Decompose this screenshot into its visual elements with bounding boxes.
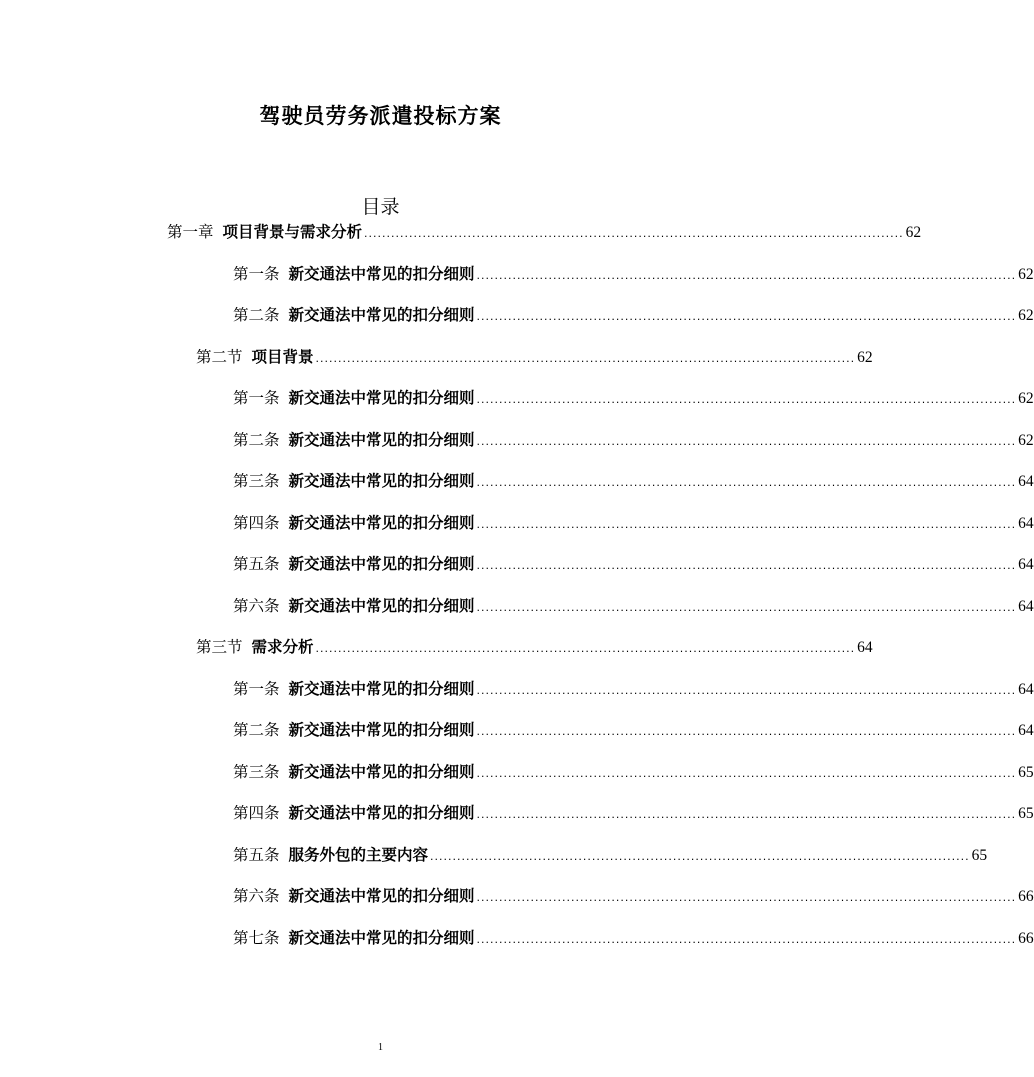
toc-entry-page: 62	[857, 349, 873, 366]
toc-entry-title: 服务外包的主要内容	[288, 845, 429, 864]
dot-leader: ........................................................................................................................	[476, 393, 1017, 406]
toc-heading: 目录	[361, 196, 400, 218]
toc-entry[interactable]	[233, 428, 1034, 452]
toc-entry-page: 66	[1018, 930, 1034, 947]
toc-entry[interactable]	[233, 718, 1034, 742]
toc-entry-page: 62	[1018, 390, 1034, 407]
toc-entry-page: 65	[971, 847, 988, 864]
toc-entry-title: 新交通法中常见的扣分细则	[288, 554, 475, 573]
dot-leader: ........................................................................................................................	[476, 933, 1017, 946]
toc-entry-prefix: 第六条	[233, 887, 280, 905]
toc-entry-title: 新交通法中常见的扣分细则	[288, 471, 475, 490]
toc-entry-prefix: 第一条	[233, 265, 280, 283]
toc-entry-title: 新交通法中常见的扣分细则	[288, 596, 475, 615]
toc-entry-prefix: 第七条	[233, 929, 280, 947]
toc-entry[interactable]	[233, 469, 1034, 493]
dot-leader: ........................................................................................................................	[476, 601, 1017, 614]
toc-entry-prefix: 第二条	[233, 721, 280, 739]
toc-entry[interactable]	[233, 386, 1034, 410]
toc-entry-page: 62	[905, 224, 922, 241]
toc-entry-prefix: 第三节	[196, 638, 243, 656]
toc-entry-prefix: 第四条	[233, 514, 280, 532]
toc-entry-prefix: 第五条	[233, 846, 280, 864]
toc-entry-page: 64	[1018, 722, 1034, 739]
toc-entry-title: 新交通法中常见的扣分细则	[288, 679, 475, 698]
toc-entry[interactable]	[167, 220, 922, 244]
toc-entry-prefix: 第三条	[233, 472, 280, 490]
toc-entry-title: 新交通法中常见的扣分细则	[288, 430, 475, 449]
toc-entry-title: 需求分析	[251, 637, 314, 656]
dot-leader: ........................................................................................................................	[476, 476, 1017, 489]
toc-entry-page: 64	[1018, 556, 1034, 573]
toc-entry-page: 64	[1018, 473, 1034, 490]
toc-entry-page: 62	[1018, 432, 1034, 449]
toc-entry-title: 项目背景	[251, 347, 314, 366]
toc-entry-prefix: 第三条	[233, 763, 280, 781]
page-number: 1	[378, 1042, 383, 1053]
toc-entry-page: 64	[1018, 681, 1034, 698]
toc-entry[interactable]	[233, 843, 988, 867]
toc-entry-page: 66	[1018, 888, 1034, 905]
dot-leader: ........................................................................................................................	[476, 269, 1017, 282]
toc-entry-title: 项目背景与需求分析	[222, 222, 363, 241]
toc-entry-title: 新交通法中常见的扣分细则	[288, 886, 475, 905]
dot-leader: ........................................................................................................................	[476, 435, 1017, 448]
dot-leader: ........................................................................................................................	[364, 227, 904, 240]
toc-entry-title: 新交通法中常见的扣分细则	[288, 720, 475, 739]
dot-leader: ........................................................................................................................	[476, 891, 1017, 904]
toc-entry[interactable]	[233, 552, 1034, 576]
toc-entry[interactable]	[233, 511, 1034, 535]
dot-leader: ........................................................................................................................	[315, 352, 856, 365]
toc-entry-title: 新交通法中常见的扣分细则	[288, 928, 475, 947]
toc-entry-title: 新交通法中常见的扣分细则	[288, 762, 475, 781]
toc-entry[interactable]	[233, 884, 1034, 908]
toc-entry-page: 64	[1018, 598, 1034, 615]
toc-entry-page: 62	[1018, 307, 1034, 324]
toc-entry[interactable]	[233, 677, 1034, 701]
dot-leader: ........................................................................................................................	[476, 767, 1017, 780]
dot-leader: ........................................................................................................................	[476, 808, 1017, 821]
toc-entry-prefix: 第一条	[233, 680, 280, 698]
toc-entry-title: 新交通法中常见的扣分细则	[288, 803, 475, 822]
toc-entry[interactable]	[233, 760, 1034, 784]
toc-entry[interactable]	[233, 262, 1034, 286]
toc-entry-page: 64	[857, 639, 873, 656]
document-title: 驾驶员劳务派遣投标方案	[259, 103, 502, 128]
toc-entry-prefix: 第四条	[233, 804, 280, 822]
toc-entry-title: 新交通法中常见的扣分细则	[288, 513, 475, 532]
toc-entry-title: 新交通法中常见的扣分细则	[288, 264, 475, 283]
toc-entry-title: 新交通法中常见的扣分细则	[288, 388, 475, 407]
toc-entry[interactable]	[196, 635, 873, 659]
toc-entry-prefix: 第二条	[233, 306, 280, 324]
toc-entry-page: 65	[1018, 805, 1034, 822]
toc-entry[interactable]	[196, 345, 873, 369]
toc-entry-page: 65	[1018, 764, 1034, 781]
toc-entry-prefix: 第五条	[233, 555, 280, 573]
dot-leader: ........................................................................................................................	[476, 684, 1017, 697]
toc-entry-prefix: 第二节	[196, 348, 243, 366]
toc-entry-page: 62	[1018, 266, 1034, 283]
dot-leader: ........................................................................................................................	[476, 559, 1017, 572]
dot-leader: ........................................................................................................................	[430, 850, 970, 863]
toc-entry-prefix: 第一章	[167, 223, 214, 241]
toc-entry-prefix: 第二条	[233, 431, 280, 449]
toc-entry-prefix: 第六条	[233, 597, 280, 615]
toc-entry-page: 64	[1018, 515, 1034, 532]
toc-entry[interactable]	[233, 303, 1034, 327]
toc-entry[interactable]	[233, 926, 1034, 950]
toc-entry-prefix: 第一条	[233, 389, 280, 407]
toc-entry[interactable]	[233, 594, 1034, 618]
dot-leader: ........................................................................................................................	[476, 725, 1017, 738]
dot-leader: ........................................................................................................................	[476, 310, 1017, 323]
dot-leader: ........................................................................................................................	[476, 518, 1017, 531]
toc-entry-title: 新交通法中常见的扣分细则	[288, 305, 475, 324]
dot-leader: ........................................................................................................................	[315, 642, 856, 655]
toc-entry[interactable]	[233, 801, 1034, 825]
